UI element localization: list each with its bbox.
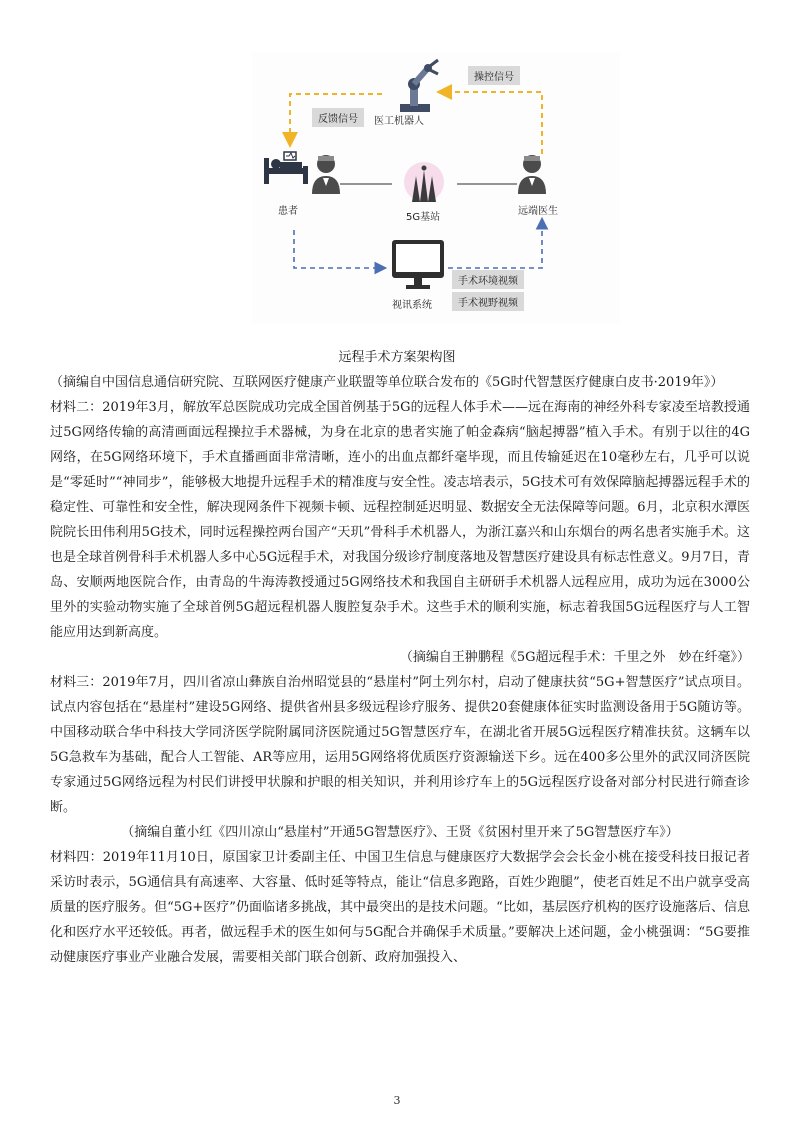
patient-video-link <box>294 230 384 268</box>
feedback-signal-tag: 反馈信号 <box>312 108 364 127</box>
base-station-label: 5G基站 <box>406 212 441 223</box>
article-body <box>50 370 750 970</box>
material-3-paragraph: 材料三：2019年7月，四川省凉山彝族自治州昭觉县的“悬崖村”阿土列尔村，启动了健康扶贫“5G+智慧医疗”试点项目。试点内容包括在“悬崖村”建设5G网络、提供省州县多级远程诊疗服务、提供20套健康体征实时监测设备用于5G随访等。中国移动联合华中科技大学同济医学院附属同济医院通过5G智慧医疗车，在湖北省开展5G远程医疗精准扶贫。这辆车以5G急救车为基础，配合人工智能、AR等应用，运用5G网络将优质医疗资源输送下乡。远在400多公里外的武汉同济医院专家通过5G网络远程为村民们讲授甲状腺和护眼的相关知识，并利用诊疗车上的5G远程医疗设备对部分村民进行筛查诊断。 <box>50 675 750 815</box>
source-note-1: （摘编自中国信息通信研究院、互联网医疗健康产业联盟等单位联合发布的《5G时代智慧医疗健康白皮书·2019年》） <box>50 375 724 390</box>
remote-doctor-label: 远端医生 <box>518 206 558 217</box>
patient-label: 患者 <box>278 206 298 217</box>
control-signal-tag: 操控信号 <box>468 66 520 85</box>
robot-label: 医工机器人 <box>374 116 424 127</box>
base-station-icon <box>404 162 444 202</box>
page-number: 3 <box>393 1094 401 1107</box>
source-note-2: （摘编自王翀鹏程《5G超远程手术：千里之外 妙在纤毫》） <box>399 650 750 665</box>
figure-caption: 远程手术方案架构图 <box>338 350 456 365</box>
surgery-architecture-diagram <box>252 52 620 324</box>
material-2-paragraph: 材料二：2019年3月，解放军总医院成功完成全国首例基于5G的远程人体手术——远在海南的神经外科专家凌至培教授通过5G网络传输的高清画面远程操拉手术器械，为身在北京的患者实施了帕金森病“脑起搏器”植入手术。有别于以往的4G网络，在5G网络环境下，手术直播画面非常清晰，连小的出血点都纤毫毕现，而且传输延迟在10毫秒左右，几乎可以说是“零延时”“神同步”，能够极大地提升远程手术的精准度与安全性。凌志培表示，5G技术可有效保障脑起搏器远程手术的稳定性、可靠性和安全性，解决现网条件下视频卡顿、远程控制延迟明显、数据安全无法保障等问题。6月，北京积水潭医院院长田伟利用5G技术，同时远程操控两台国产“天玑”骨科手术机器人，为浙江嘉兴和山东烟台的两名患者实施手术。这也是全球首例骨科手术机器人多中心5G远程手术，对我国分级诊疗制度落地及智慧医疗建设具有标志性意义。9月7日，青岛、安顺两地医院合作，由青岛的牛海涛教授通过5G网络技术和我国自主研研手术机器人远程应用，成功为远在3000公里外的实验动物实施了全球首例5G超远程机器人腹腔复杂手术。这些手术的顺利实施，标志着我国5G远程医疗与人工智能应用达到新高度。 <box>50 400 750 640</box>
local-doctor-icon <box>312 155 340 194</box>
source-note-3: （摘编自董小红《四川凉山“悬崖村”开通5G智慧医疗》、王贤《贫困村里开来了5G智慧医疗车》） <box>121 825 679 840</box>
material-4-paragraph: 材料四：2019年11月10日，原国家卫计委副主任、中国卫生信息与健康医疗大数据学会会长金小桃在接受科技日报记者采访时表示，5G通信具有高速率、大容量、低时延等特点，能让“信息多跑路，百姓少跑腿”，使老百姓足不出户就享受高质量的医疗服务。但“5G+医疗”仍面临诸多挑战，其中最突出的是技术问题。“比如，基层医疗机构的医疗设施落后、信息化和医疗水平还较低。再者，做远程手术的医生如何与5G配合并确保手术质量。”要解决上述问题，金小桃强调：“5G要推动健康医疗事业产业融合发展，需要相关部门联合创新、政府加强投入、 <box>50 850 750 965</box>
diagram-graphics <box>252 52 620 324</box>
surgery-env-video-tag: 手术环境视频 <box>452 270 524 289</box>
monitor-icon <box>392 240 444 289</box>
robot-arm-icon <box>400 60 438 112</box>
video-system-label: 视讯系统 <box>392 300 432 311</box>
patient-bed-icon <box>264 152 308 184</box>
surgery-view-video-tag: 手术视野视频 <box>452 292 524 311</box>
remote-doctor-icon <box>518 155 546 194</box>
control-signal-arrow <box>440 92 542 154</box>
video-doctor-link <box>448 220 542 268</box>
